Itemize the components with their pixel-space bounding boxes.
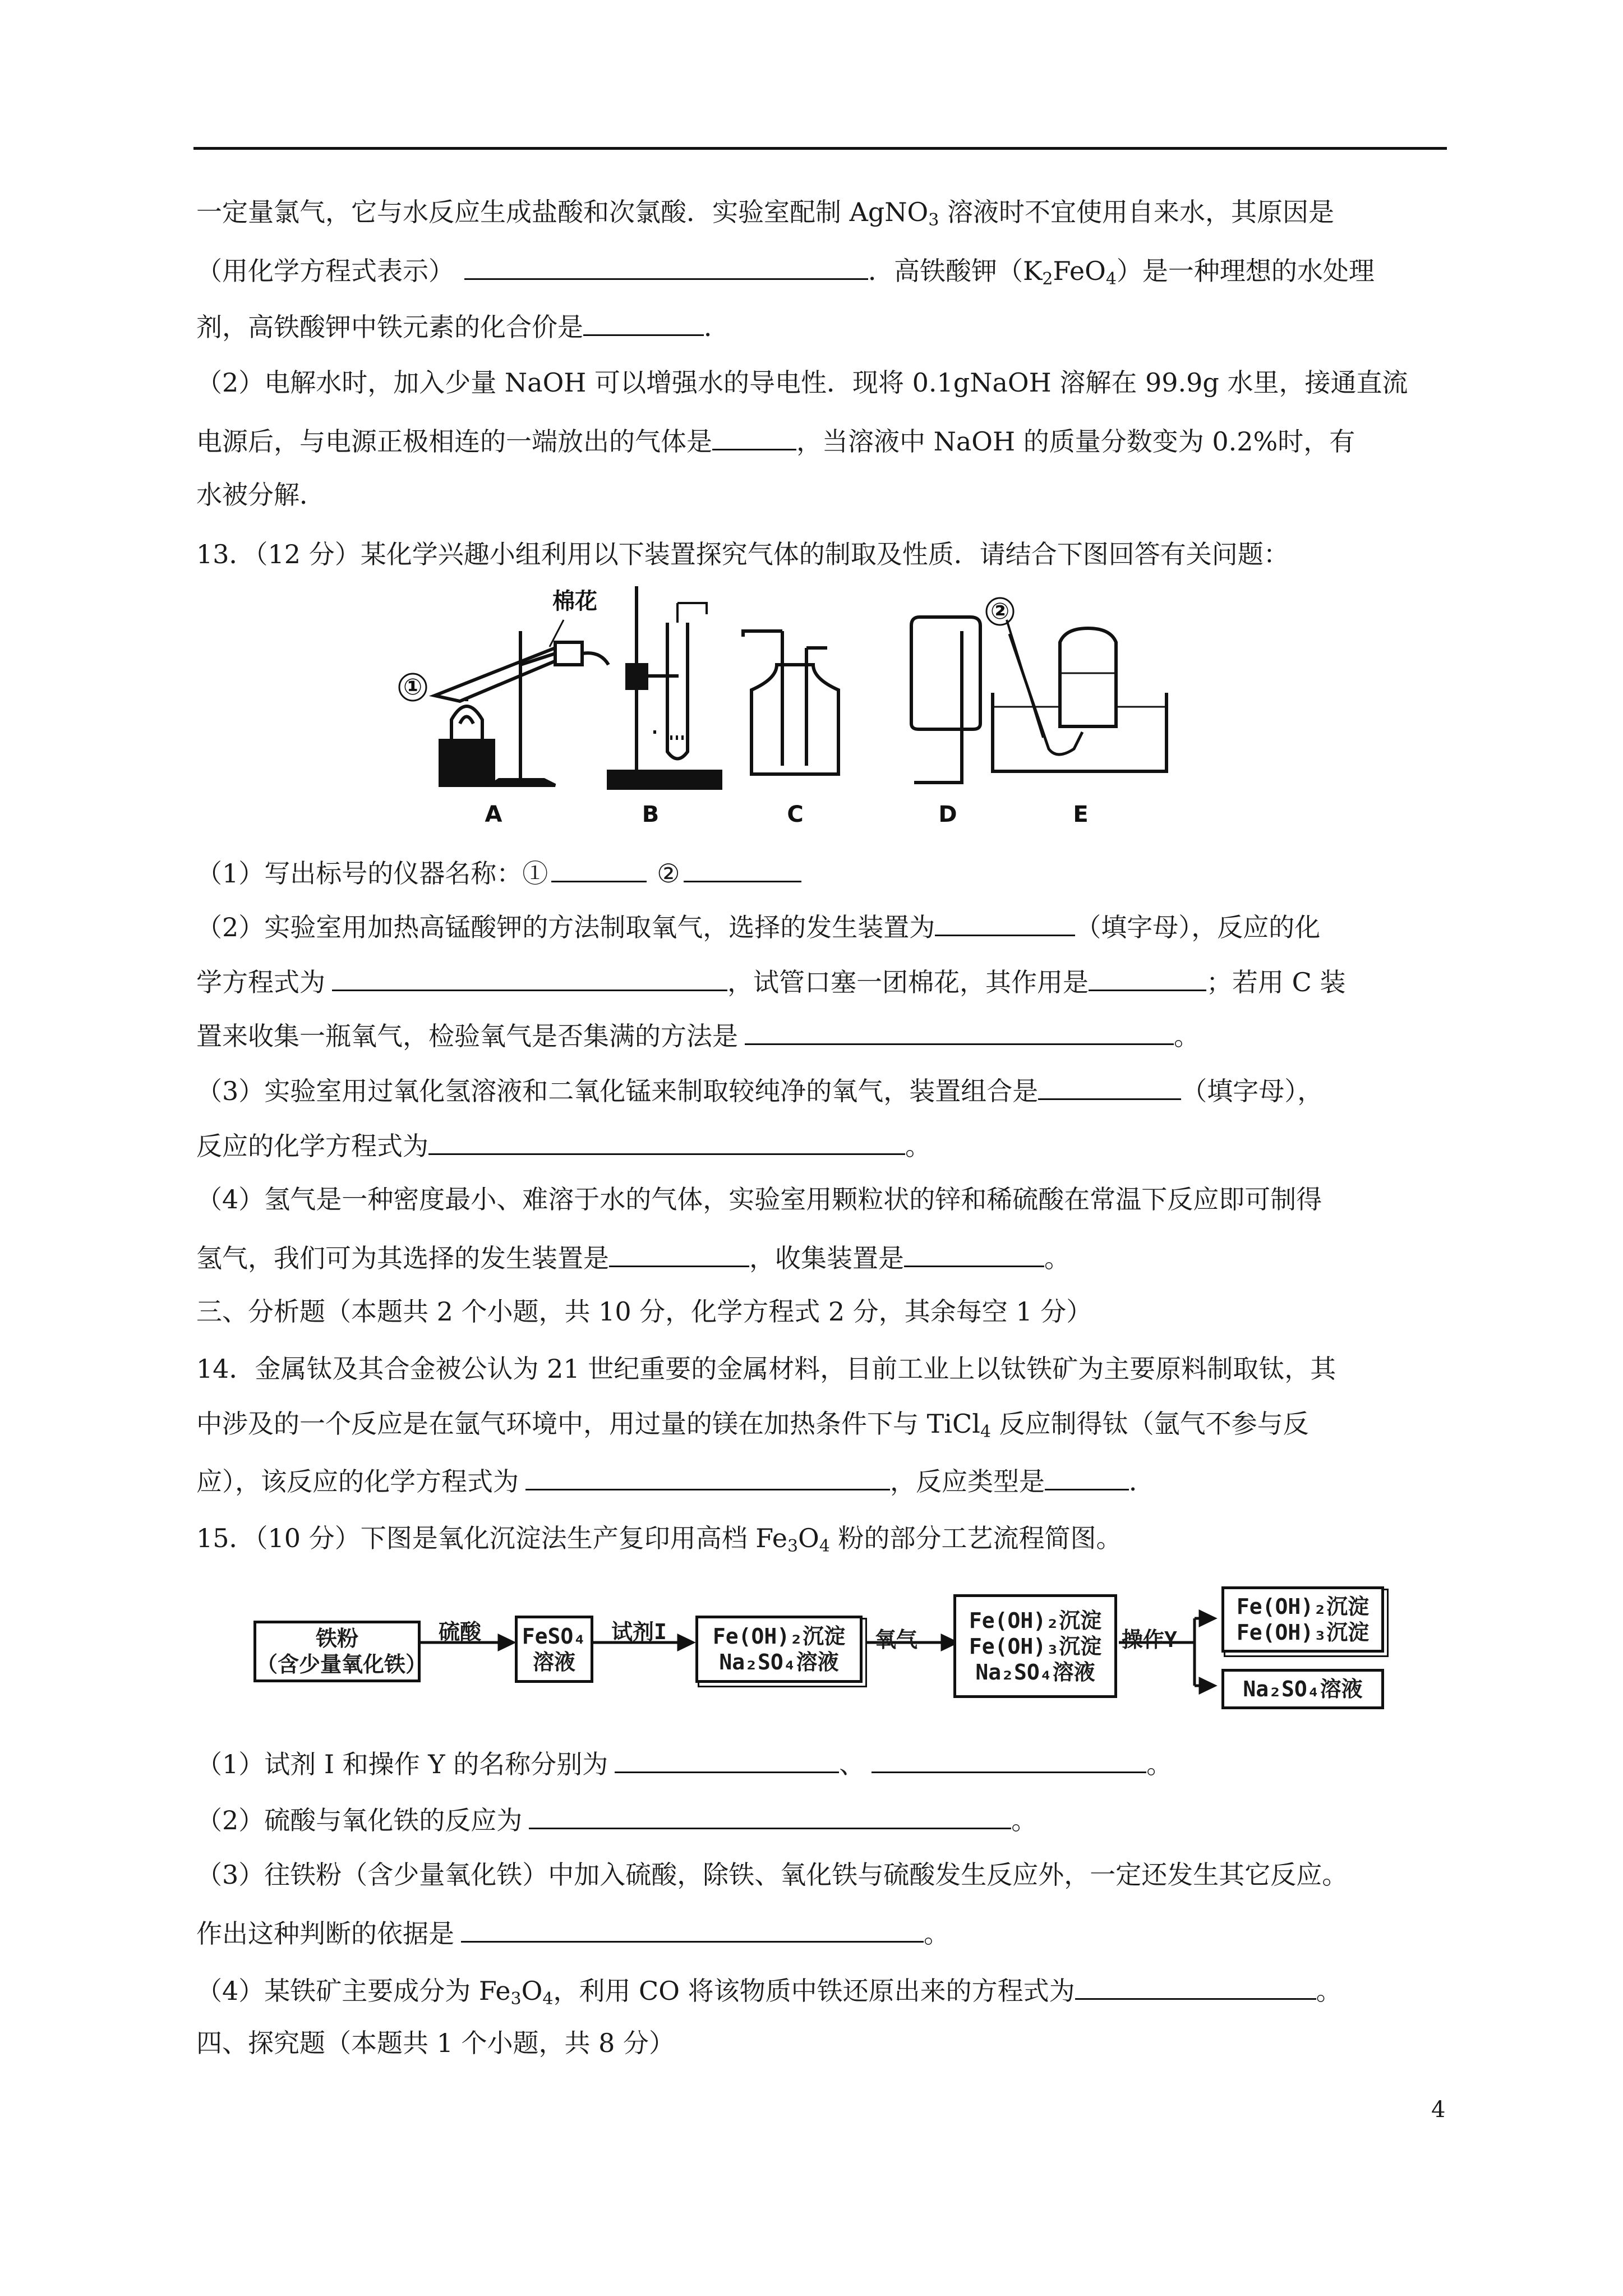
text-segment: （用化学方程式表示） <box>196 256 454 286</box>
apparatus-figure <box>387 581 1234 833</box>
flow-text: 溶液 <box>532 1650 575 1674</box>
text-line <box>196 1407 1309 1449</box>
text-line <box>196 195 1334 237</box>
label-a: A <box>485 802 502 827</box>
answer-blank[interactable] <box>904 1239 1044 1267</box>
text-segment: （填字母）， <box>1181 1076 1324 1106</box>
answer-blank[interactable] <box>525 1462 890 1490</box>
flow-text: Na₂SO₄溶液 <box>1243 1677 1363 1701</box>
mark-2-label: ② <box>990 599 1009 624</box>
text-segment: 作出这种判断的依据是 <box>196 1918 454 1949</box>
flow-text: Fe(OH)₂沉淀 <box>712 1624 846 1649</box>
text-line <box>196 1352 1336 1386</box>
answer-blank[interactable] <box>712 422 796 450</box>
text-line <box>196 1745 1172 1781</box>
flow-box-iron-powder <box>253 1621 427 1682</box>
section-4-heading <box>196 2026 675 2060</box>
text-line <box>196 251 1375 296</box>
text-segment: （1）试剂 I 和操作 Y 的名称分别为 <box>196 1749 608 1779</box>
subscript: 3 <box>787 1536 799 1556</box>
flow-text: Fe(OH)₃沉淀 <box>1236 1620 1370 1645</box>
text-segment: （填字母），反应的化 <box>1075 912 1321 942</box>
answer-blank[interactable] <box>745 1016 1174 1045</box>
flow-text: Na₂SO₄溶液 <box>975 1659 1095 1685</box>
text-segment: 应），该反应的化学方程式为 <box>196 1466 519 1497</box>
label-b: B <box>642 802 660 827</box>
subscript: 4 <box>1105 269 1117 289</box>
text-segment: O <box>798 1523 819 1553</box>
apparatus-b <box>608 586 721 788</box>
text-segment: 剂，高铁酸钾中铁元素的化合价是 <box>196 312 583 342</box>
flow-arrow-label: 氧气 <box>875 1627 918 1652</box>
question-15-title <box>196 1521 1122 1563</box>
answer-blank[interactable] <box>935 908 1075 936</box>
text-segment: 水被分解． <box>196 480 325 510</box>
text-line <box>196 1239 1070 1275</box>
text-segment: 溶液时不宜使用自来水，其原因是 <box>939 197 1334 227</box>
answer-blank[interactable] <box>461 1914 924 1943</box>
text-segment: FeO <box>1053 256 1106 286</box>
label-e: E <box>1073 802 1089 827</box>
flow-text: Na₂SO₄溶液 <box>719 1650 839 1674</box>
text-segment: 反应制得钛（氩气不参与反 <box>991 1409 1309 1439</box>
text-segment: 置来收集一瓶氧气，检验氧气是否集满的方法是 <box>196 1021 738 1051</box>
text-segment: 。 <box>905 1131 931 1161</box>
text-line <box>196 1914 949 1950</box>
label-d: D <box>938 802 957 827</box>
text-line <box>196 908 1320 944</box>
text-segment: ；若用 C 装 <box>1206 967 1346 997</box>
apparatus-d <box>911 617 980 783</box>
text-segment: 学方程式为 <box>196 967 325 997</box>
text-segment: （2）电解水时，加入少量 NaOH 可以增强水的导电性．现将 0.1gNaOH 溶解在 99.9g 水里，接通直流 <box>196 367 1408 398</box>
text-segment: 。 <box>1044 1243 1070 1273</box>
flow-box-na2so4 <box>1221 1669 1384 1709</box>
text-segment: 粉的部分工艺流程简图。 <box>829 1523 1122 1553</box>
flow-box-precipitate-3 <box>1221 1586 1384 1653</box>
subscript: 4 <box>819 1536 830 1556</box>
text-line <box>196 854 801 890</box>
answer-blank[interactable] <box>615 1745 839 1773</box>
subscript: 3 <box>510 1989 522 2009</box>
flow-text: 铁粉 <box>315 1626 358 1651</box>
text-segment: （2）硫酸与氧化铁的反应为 <box>196 1805 523 1835</box>
text-segment: 。 <box>1316 1976 1342 2006</box>
text-segment: 反应的化学方程式为 <box>196 1131 428 1161</box>
text-segment: 。 <box>1146 1749 1173 1779</box>
text-segment: ，试管口塞一团棉花，其作用是 <box>727 967 1089 997</box>
text-line <box>196 1126 931 1163</box>
flow-text: Fe(OH)₂沉淀 <box>969 1608 1102 1633</box>
flow-text: FeSO₄ <box>522 1624 587 1649</box>
apparatus-a <box>399 620 608 785</box>
apparatus-e <box>986 598 1166 771</box>
text-segment: （3）往铁粉（含少量氧化铁）中加入硫酸，除铁、氧化铁与硫酸发生反应外，一定还发生其它反应。 <box>196 1860 1348 1890</box>
answer-blank[interactable] <box>1089 963 1206 991</box>
text-segment: ，当溶液中 NaOH 的质量分数变为 0.2%时，有 <box>796 426 1355 457</box>
text-line <box>196 307 730 344</box>
text-segment: 氢气，我们可为其选择的发生装置是 <box>196 1243 609 1273</box>
answer-blank[interactable] <box>428 1126 905 1155</box>
answer-blank[interactable] <box>609 1239 749 1267</box>
question-13-title <box>196 537 1289 571</box>
text-segment: ． <box>704 312 730 342</box>
flow-text: Fe(OH)₂沉淀 <box>1236 1594 1370 1619</box>
flow-box-precipitate-2 <box>953 1594 1117 1698</box>
text-segment: （1）写出标号的仪器名称：① <box>196 858 548 889</box>
answer-blank[interactable] <box>1075 1971 1316 2000</box>
answer-blank[interactable] <box>583 307 704 336</box>
apparatus-c <box>743 631 838 774</box>
answer-blank[interactable] <box>1038 1071 1181 1100</box>
text-segment: 。 <box>1174 1021 1200 1051</box>
text-line <box>196 1016 1200 1053</box>
text-line <box>196 1801 1037 1837</box>
section-3-heading <box>196 1295 1092 1328</box>
flow-text: （含少量氧化铁） <box>256 1651 427 1677</box>
answer-blank[interactable] <box>529 1801 1011 1829</box>
text-line <box>196 1182 1322 1216</box>
text-line <box>196 963 1345 999</box>
text-segment: （2）实验室用加热高锰酸钾的方法制取氧气，选择的发生装置为 <box>196 912 935 942</box>
text-segment: （4）氢气是一种密度最小、难溶于水的气体，实验室用颗粒状的锌和稀硫酸在常温下反应即可制得 <box>196 1184 1322 1214</box>
answer-blank[interactable] <box>872 1745 1146 1773</box>
text-segment: ，收集装置是 <box>749 1243 904 1273</box>
answer-blank[interactable] <box>684 854 801 882</box>
text-segment: ，利用 CO 将该物质中铁还原出来的方程式为 <box>553 1976 1075 2006</box>
text-segment: ，反应类型是 <box>890 1466 1045 1497</box>
flow-text: Fe(OH)₃沉淀 <box>969 1634 1102 1659</box>
flow-box-precipitate-1 <box>695 1616 863 1683</box>
flow-box-feso4 <box>515 1616 593 1683</box>
flow-arrow-label: 操作Y <box>1122 1627 1177 1652</box>
text-segment: 三、分析题（本题共 2 个小题，共 10 分，化学方程式 2 分，其余每空 1 分） <box>196 1296 1092 1327</box>
text-segment: 15．（10 分）下图是氧化沉淀法生产复印用高档 Fe <box>196 1523 787 1553</box>
answer-blank[interactable] <box>1045 1462 1129 1490</box>
page-number: 4 <box>1431 2097 1446 2123</box>
text-segment: 。 <box>1011 1805 1038 1835</box>
text-segment: O <box>521 1976 543 2006</box>
header-rule <box>193 147 1447 150</box>
label-c: C <box>787 802 804 827</box>
text-segment: ．高铁酸钾（K <box>868 256 1043 286</box>
subscript: 2 <box>1042 269 1053 289</box>
answer-blank[interactable] <box>464 251 868 280</box>
flow-arrow-label: 试剂I <box>611 1619 667 1644</box>
text-segment: 、 <box>839 1749 865 1779</box>
answer-blank[interactable] <box>551 854 647 882</box>
text-segment: 电源后，与电源正极相连的一端放出的气体是 <box>196 426 712 457</box>
mark-1-label: ① <box>403 674 422 700</box>
text-segment: 14．金属钛及其合金被公认为 21 世纪重要的金属材料，目前工业上以钛铁矿为主要原料制取钛，其 <box>196 1354 1336 1384</box>
text-segment: 13．（12 分）某化学兴趣小组利用以下装置探究气体的制取及性质．请结合下图回答有关问题： <box>196 539 1289 569</box>
text-segment: ． <box>1129 1466 1155 1497</box>
text-segment: 四、探究题（本题共 1 个小题，共 8 分） <box>196 2028 675 2058</box>
text-segment: 一定量氯气，它与水反应生成盐酸和次氯酸．实验室配制 AgNO <box>196 197 929 227</box>
text-line <box>196 422 1355 458</box>
flow-arrow-label: 硫酸 <box>439 1619 482 1644</box>
text-line <box>196 1071 1323 1108</box>
cotton-label: 棉花 <box>552 588 597 614</box>
text-segment: ② <box>657 858 680 889</box>
text-line <box>196 478 325 512</box>
subscript: 4 <box>980 1422 992 1442</box>
answer-blank[interactable] <box>332 963 727 991</box>
text-line <box>196 366 1408 399</box>
subscript: 4 <box>542 1989 554 2009</box>
text-line <box>196 1462 1155 1498</box>
text-segment: （3）实验室用过氧化氢溶液和二氧化锰来制取较纯净的氧气，装置组合是 <box>196 1076 1039 1106</box>
text-segment: 。 <box>924 1918 949 1949</box>
subscript: 3 <box>928 210 939 230</box>
text-segment: ）是一种理想的水处理 <box>1116 256 1375 286</box>
text-segment: 中涉及的一个反应是在氩气环境中，用过量的镁在加热条件下与 TiCl <box>196 1409 980 1439</box>
text-line <box>196 1971 1342 2016</box>
text-segment: （4）某铁矿主要成分为 Fe <box>196 1976 511 2006</box>
text-line <box>196 1858 1348 1892</box>
